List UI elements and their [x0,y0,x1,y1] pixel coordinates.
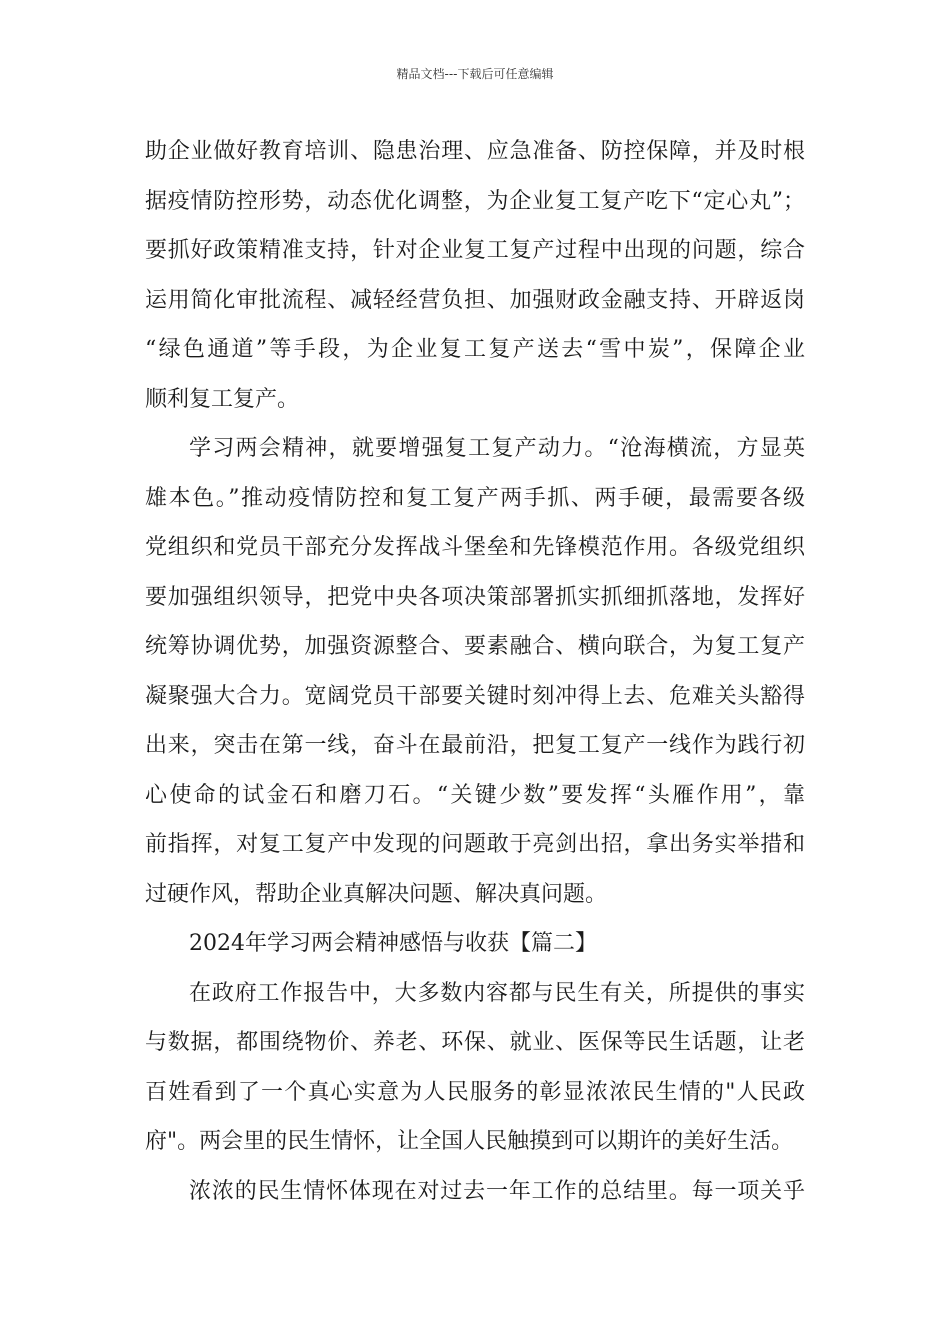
text-line: 学习两会精神，就要增强复工复产动力。“沧海横流，方显英 [189,436,805,461]
text-line: 前指挥，对复工复产中发现的问题敢于亮剑出招，拿出务实举措和 [145,832,805,857]
text-line: 据疫情防控形势，动态优化调整，为企业复工复产吃下“定心丸”； [145,188,805,214]
text-line: 出来，突击在第一线，奋斗在最前沿，把复工复产一线作为践行初 [145,733,805,758]
text-line: 顺利复工复产。 [145,386,300,412]
text-line: 运用简化审批流程、减轻经营负担、加强财政金融支持、开辟返岗 [145,287,805,313]
text-line: 雄本色。”推动疫情防控和复工复产两手抓、两手硬，最需要各级 [145,485,805,511]
section-heading: 2024年学习两会精神感悟与收获【篇二】 [189,931,597,956]
text-line: 浓浓的民生情怀体现在对过去一年工作的总结里。每一项关乎 [189,1178,805,1204]
text-line: 凝聚强大合力。宽阔党员干部要关键时刻冲得上去、危难关头豁得 [145,683,805,709]
text-line: 百姓看到了一个真心实意为人民服务的彰显浓浓民生情的"人民政 [145,1079,805,1105]
text-line: 过硬作风，帮助企业真解决问题、解决真问题。 [145,881,608,907]
text-line: 要抓好政策精准支持，针对企业复工复产过程中出现的问题，综合 [145,238,805,263]
text-line: 要加强组织领导，把党中央各项决策部署抓实抓细抓落地，发挥好 [145,584,805,610]
document-body [145,127,805,1216]
text-line: 心使命的试金石和磨刀石。“关键少数”要发挥“头雁作用”，靠 [145,782,805,808]
text-line: “绿色通道”等手段，为企业复工复产送去“雪中炭”，保障企业 [145,337,805,362]
text-line: 助企业做好教育培训、隐患治理、应急准备、防控保障，并及时根 [145,139,805,164]
text-line: 府"。两会里的民生情怀，让全国人民触摸到可以期许的美好生活。 [145,1129,794,1154]
text-line: 与数据，都围绕物价、养老、环保、就业、医保等民生话题，让老 [145,1030,805,1055]
page-header: 精品文档---下载后可任意编辑 [396,67,554,81]
text-line: 在政府工作报告中，大多数内容都与民生有关，所提供的事实 [189,980,805,1006]
text-line: 统筹协调优势，加强资源整合、要素融合、横向联合，为复工复产 [145,634,805,659]
text-line: 党组织和党员干部充分发挥战斗堡垒和先锋模范作用。各级党组织 [145,535,805,560]
